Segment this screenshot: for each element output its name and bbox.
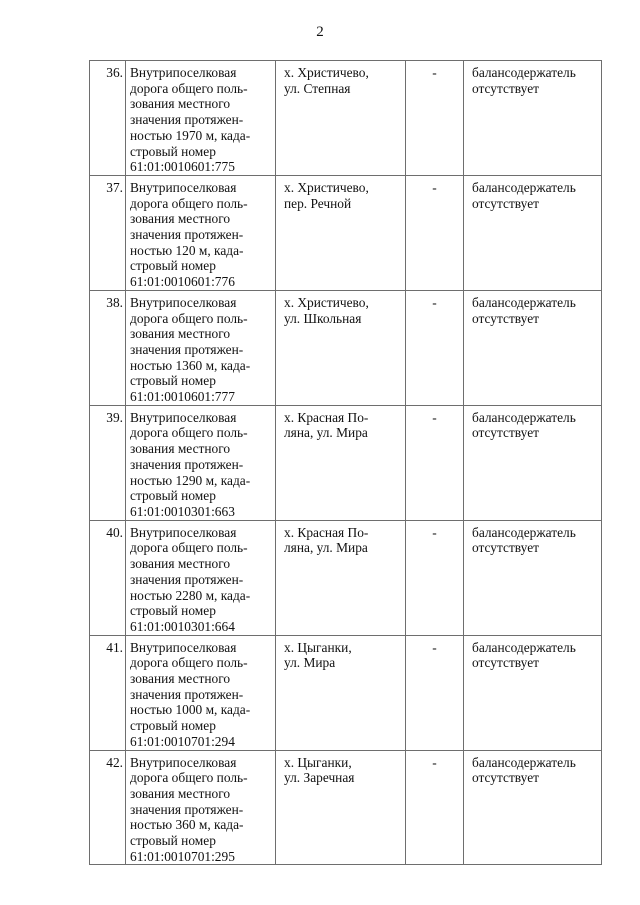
object-description: Внутрипоселковая дорога общего поль- зования местного значения протяжен- ностью 1290 м, када- стровый номер 61:01:0010301:663 xyxy=(126,405,276,520)
object-value: - xyxy=(406,520,464,635)
balance-holder: балансодержатель отсутствует xyxy=(464,175,602,290)
balance-holder: балансодержатель отсутствует xyxy=(464,61,602,176)
row-number: 38. xyxy=(90,290,126,405)
object-location: х. Христичево, ул. Степная xyxy=(276,61,406,176)
object-location: х. Цыганки, ул. Мира xyxy=(276,635,406,750)
object-value: - xyxy=(406,405,464,520)
object-description: Внутрипоселковая дорога общего поль- зования местного значения протяжен- ностью 120 м, када- стровый номер 61:01:0010601:776 xyxy=(126,175,276,290)
object-description: Внутрипоселковая дорога общего поль- зования местного значения протяжен- ностью 2280 м, када- стровый номер 61:01:0010301:664 xyxy=(126,520,276,635)
object-description: Внутрипоселковая дорога общего поль- зования местного значения протяжен- ностью 1000 м, када- стровый номер 61:01:0010701:294 xyxy=(126,635,276,750)
object-value: - xyxy=(406,61,464,176)
property-registry-table xyxy=(89,60,602,865)
balance-holder: балансодержатель отсутствует xyxy=(464,405,602,520)
row-number: 40. xyxy=(90,520,126,635)
table-row xyxy=(90,175,602,290)
row-number: 37. xyxy=(90,175,126,290)
table-row xyxy=(90,290,602,405)
object-location: х. Христичево, пер. Речной xyxy=(276,175,406,290)
object-description: Внутрипоселковая дорога общего поль- зования местного значения протяжен- ностью 1360 м, када- стровый номер 61:01:0010601:777 xyxy=(126,290,276,405)
row-number: 42. xyxy=(90,750,126,865)
object-location: х. Христичево, ул. Школьная xyxy=(276,290,406,405)
balance-holder: балансодержатель отсутствует xyxy=(464,635,602,750)
object-description: Внутрипоселковая дорога общего поль- зования местного значения протяжен- ностью 360 м, када- стровый номер 61:01:0010701:295 xyxy=(126,750,276,865)
object-description: Внутрипоселковая дорога общего поль- зования местного значения протяжен- ностью 1970 м, када- стровый номер 61:01:0010601:775 xyxy=(126,61,276,176)
object-value: - xyxy=(406,750,464,865)
row-number: 41. xyxy=(90,635,126,750)
row-number: 36. xyxy=(90,61,126,176)
page-number: 2 xyxy=(316,24,324,40)
table-row xyxy=(90,750,602,865)
object-location: х. Цыганки, ул. Заречная xyxy=(276,750,406,865)
table-row xyxy=(90,61,602,176)
table-row xyxy=(90,635,602,750)
balance-holder: балансодержатель отсутствует xyxy=(464,750,602,865)
table-row xyxy=(90,520,602,635)
row-number: 39. xyxy=(90,405,126,520)
balance-holder: балансодержатель отсутствует xyxy=(464,290,602,405)
object-value: - xyxy=(406,175,464,290)
object-value: - xyxy=(406,290,464,405)
balance-holder: балансодержатель отсутствует xyxy=(464,520,602,635)
table-row xyxy=(90,405,602,520)
object-location: х. Красная По- ляна, ул. Мира xyxy=(276,405,406,520)
object-value: - xyxy=(406,635,464,750)
object-location: х. Красная По- ляна, ул. Мира xyxy=(276,520,406,635)
